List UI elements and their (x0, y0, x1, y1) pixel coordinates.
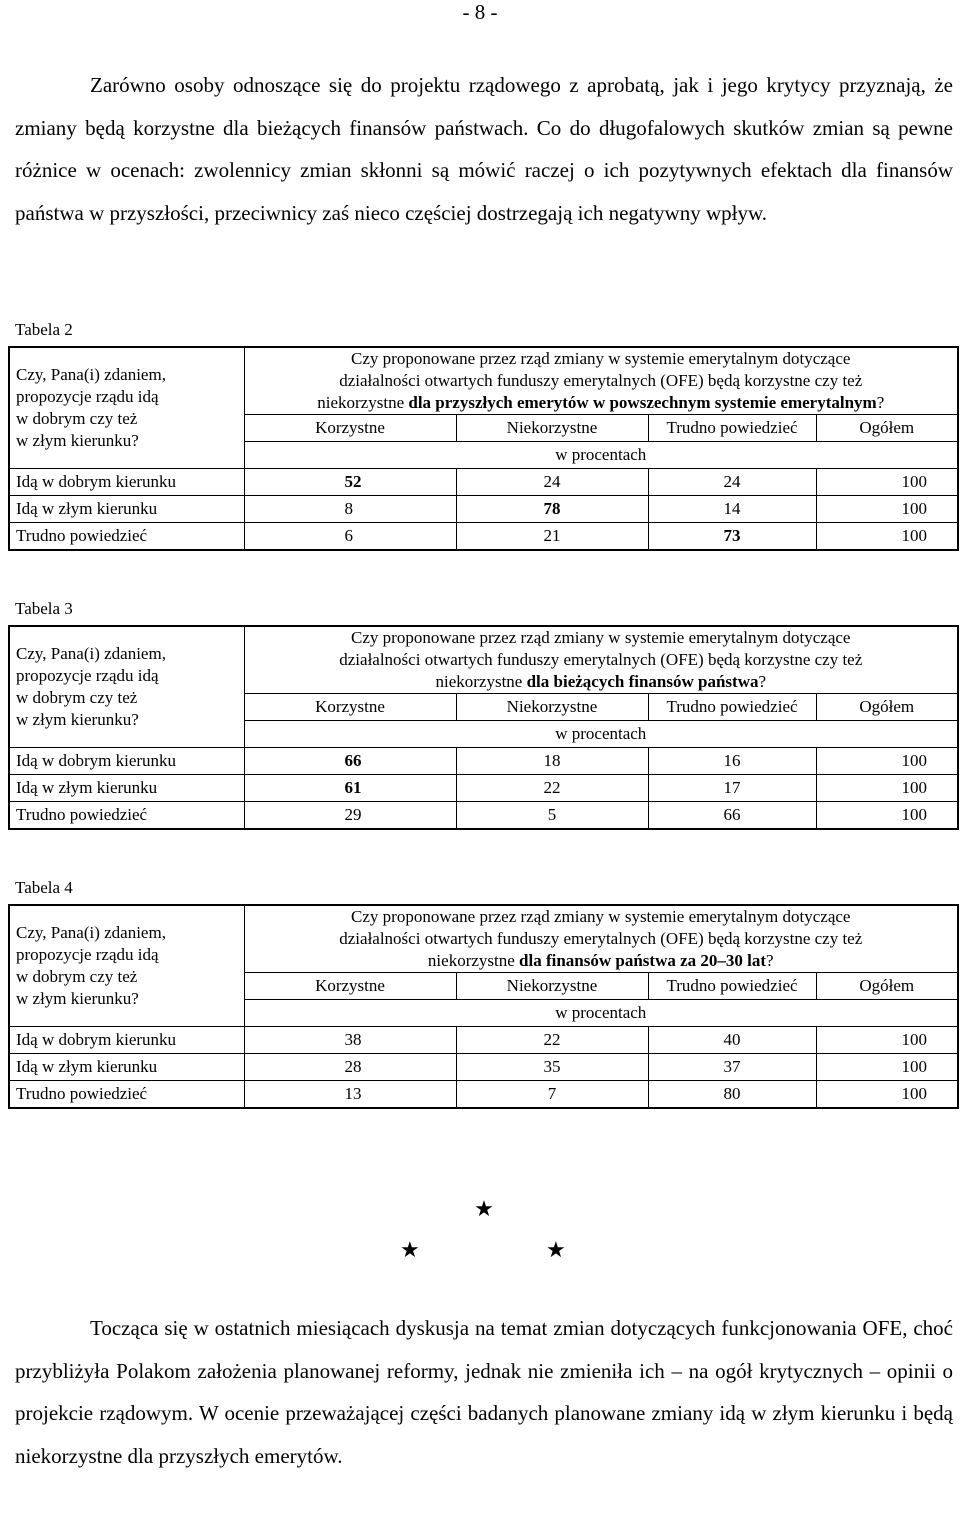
question-line: działalności otwartych funduszy emerytalnych (OFE) będą korzystne czy też (339, 371, 863, 390)
row-label: Trudno powiedzieć (9, 802, 244, 830)
col-header-korzystne: Korzystne (244, 973, 456, 1000)
cell-value: 66 (244, 748, 456, 775)
cell-value: 100 (816, 1081, 958, 1109)
cell-value: 100 (816, 523, 958, 551)
question-line (251, 392, 952, 414)
star-icon: ★ (400, 1237, 420, 1262)
cell-value: 40 (648, 1027, 816, 1054)
table-2-caption: Tabela 2 (15, 320, 73, 339)
star-icon: ★ (546, 1237, 566, 1262)
col-header-korzystne: Korzystne (244, 694, 456, 721)
col-header-trudno: Trudno powiedzieć (648, 694, 816, 721)
col-header-trudno: Trudno powiedzieć (648, 415, 816, 442)
table-4-caption: Tabela 4 (15, 878, 73, 897)
question-header (244, 347, 958, 415)
col-header-trudno: Trudno powiedzieć (648, 973, 816, 1000)
question-bold: dla bieżących finansów państwa (526, 672, 759, 691)
row-label: Idą w dobrym kierunku (9, 1027, 244, 1054)
table-4 (8, 904, 959, 1109)
left-question-line: w złym kierunku? (16, 431, 139, 450)
unit-label: w procentach (244, 1000, 958, 1027)
conclusion-paragraph: Tocząca się w ostatnich miesiącach dyskusja na temat zmian dotyczących funkcjonowania OFE, choć przybliżyła Polakom założenia planowanej reformy, jednak nie zmieniła ich – na ogół krytycznych – opinii o projekcie rządowym. W ocenie przeważającej części badanych planowane zmiany idą w złym kierunku i będą niekorzystne dla przyszłych emerytów. (15, 1316, 953, 1468)
question-end: ? (758, 672, 767, 691)
cell-value: 22 (456, 775, 648, 802)
cell-value: 22 (456, 1027, 648, 1054)
cell-value: 5 (456, 802, 648, 830)
col-header-korzystne: Korzystne (244, 415, 456, 442)
table-row (9, 1027, 958, 1054)
left-question-line: w dobrym czy też (16, 967, 138, 986)
cell-value: 8 (244, 496, 456, 523)
cell-value: 73 (648, 523, 816, 551)
unit-label: w procentach (244, 721, 958, 748)
unit-label: w procentach (244, 442, 958, 469)
table-row (9, 496, 958, 523)
question-bold: dla przyszłych emerytów w powszechnym systemie emerytalnym (408, 393, 877, 412)
cell-value: 61 (244, 775, 456, 802)
table-row (9, 469, 958, 496)
left-question (9, 347, 244, 469)
col-header-niekorzystne: Niekorzystne (456, 973, 648, 1000)
question-bold: dla finansów państwa za 20–30 lat (519, 951, 767, 970)
cell-value: 35 (456, 1054, 648, 1081)
cell-value: 100 (816, 748, 958, 775)
table-row (9, 1081, 958, 1109)
cell-value: 18 (456, 748, 648, 775)
table-2 (8, 346, 959, 551)
left-question-line: propozycje rządu idą (16, 387, 159, 406)
intro-paragraph: Zarówno osoby odnoszące się do projektu rządowego z aprobatą, jak i jego krytycy przyznają, że zmiany będą korzystne dla bieżących finansów państwach. Co do długofalowych skutków zmian są pewne różnice w ocenach: zwolennicy zmian skłonni są mówić raczej o ich pozytywnych efektach dla finansów państwa w przyszłości, przeciwnicy zaś nieco częściej dostrzegają ich negatywny wpływ. (15, 73, 953, 225)
cell-value: 6 (244, 523, 456, 551)
cell-value: 66 (648, 802, 816, 830)
cell-value: 14 (648, 496, 816, 523)
row-label: Idą w złym kierunku (9, 496, 244, 523)
cell-value: 100 (816, 496, 958, 523)
cell-value: 24 (456, 469, 648, 496)
cell-value: 24 (648, 469, 816, 496)
question-plain: niekorzystne (435, 672, 527, 691)
question-line: działalności otwartych funduszy emerytalnych (OFE) będą korzystne czy też (339, 929, 863, 948)
cell-value: 29 (244, 802, 456, 830)
left-question (9, 905, 244, 1027)
question-plain: niekorzystne (317, 393, 409, 412)
question-line: Czy proponowane przez rząd zmiany w systemie emerytalnym dotyczące (351, 628, 851, 647)
cell-value: 13 (244, 1081, 456, 1109)
left-question-line: Czy, Pana(i) zdaniem, (16, 644, 166, 663)
left-question-line: propozycje rządu idą (16, 945, 159, 964)
table-row (9, 775, 958, 802)
cell-value: 16 (648, 748, 816, 775)
table-row (9, 1054, 958, 1081)
question-line: Czy proponowane przez rząd zmiany w systemie emerytalnym dotyczące (351, 907, 851, 926)
cell-value: 52 (244, 469, 456, 496)
table-3 (8, 625, 959, 830)
question-end: ? (876, 393, 885, 412)
table-row (9, 523, 958, 551)
cell-value: 28 (244, 1054, 456, 1081)
cell-value: 37 (648, 1054, 816, 1081)
row-label: Idą w złym kierunku (9, 775, 244, 802)
cell-value: 100 (816, 469, 958, 496)
star-icon: ★ (474, 1196, 494, 1221)
question-line (251, 671, 952, 693)
col-header-niekorzystne: Niekorzystne (456, 415, 648, 442)
question-line: Czy proponowane przez rząd zmiany w systemie emerytalnym dotyczące (351, 349, 851, 368)
left-question-line: w dobrym czy też (16, 688, 138, 707)
col-header-niekorzystne: Niekorzystne (456, 694, 648, 721)
left-question-line: propozycje rządu idą (16, 666, 159, 685)
page-number: - 8 - (462, 0, 498, 24)
row-label: Trudno powiedzieć (9, 1081, 244, 1109)
question-line (251, 950, 952, 972)
cell-value: 100 (816, 1027, 958, 1054)
table-row (9, 802, 958, 830)
left-question-line: Czy, Pana(i) zdaniem, (16, 365, 166, 384)
cell-value: 100 (816, 775, 958, 802)
left-question-line: w dobrym czy też (16, 409, 138, 428)
cell-value: 100 (816, 1054, 958, 1081)
cell-value: 21 (456, 523, 648, 551)
cell-value: 7 (456, 1081, 648, 1109)
row-label: Idą w dobrym kierunku (9, 748, 244, 775)
table-row (9, 748, 958, 775)
col-header-ogolem: Ogółem (816, 973, 958, 1000)
left-question-line: w złym kierunku? (16, 710, 139, 729)
cell-value: 78 (456, 496, 648, 523)
cell-value: 100 (816, 802, 958, 830)
question-plain: niekorzystne (427, 951, 520, 970)
cell-value: 17 (648, 775, 816, 802)
row-label: Trudno powiedzieć (9, 523, 244, 551)
row-label: Idą w złym kierunku (9, 1054, 244, 1081)
question-line: działalności otwartych funduszy emerytalnych (OFE) będą korzystne czy też (339, 650, 863, 669)
left-question (9, 626, 244, 748)
row-label: Idą w dobrym kierunku (9, 469, 244, 496)
cell-value: 80 (648, 1081, 816, 1109)
col-header-ogolem: Ogółem (816, 694, 958, 721)
left-question-line: w złym kierunku? (16, 989, 139, 1008)
question-header (244, 905, 958, 973)
question-end: ? (766, 951, 774, 970)
question-header (244, 626, 958, 694)
cell-value: 38 (244, 1027, 456, 1054)
col-header-ogolem: Ogółem (816, 415, 958, 442)
table-3-caption: Tabela 3 (15, 599, 73, 618)
left-question-line: Czy, Pana(i) zdaniem, (16, 923, 166, 942)
